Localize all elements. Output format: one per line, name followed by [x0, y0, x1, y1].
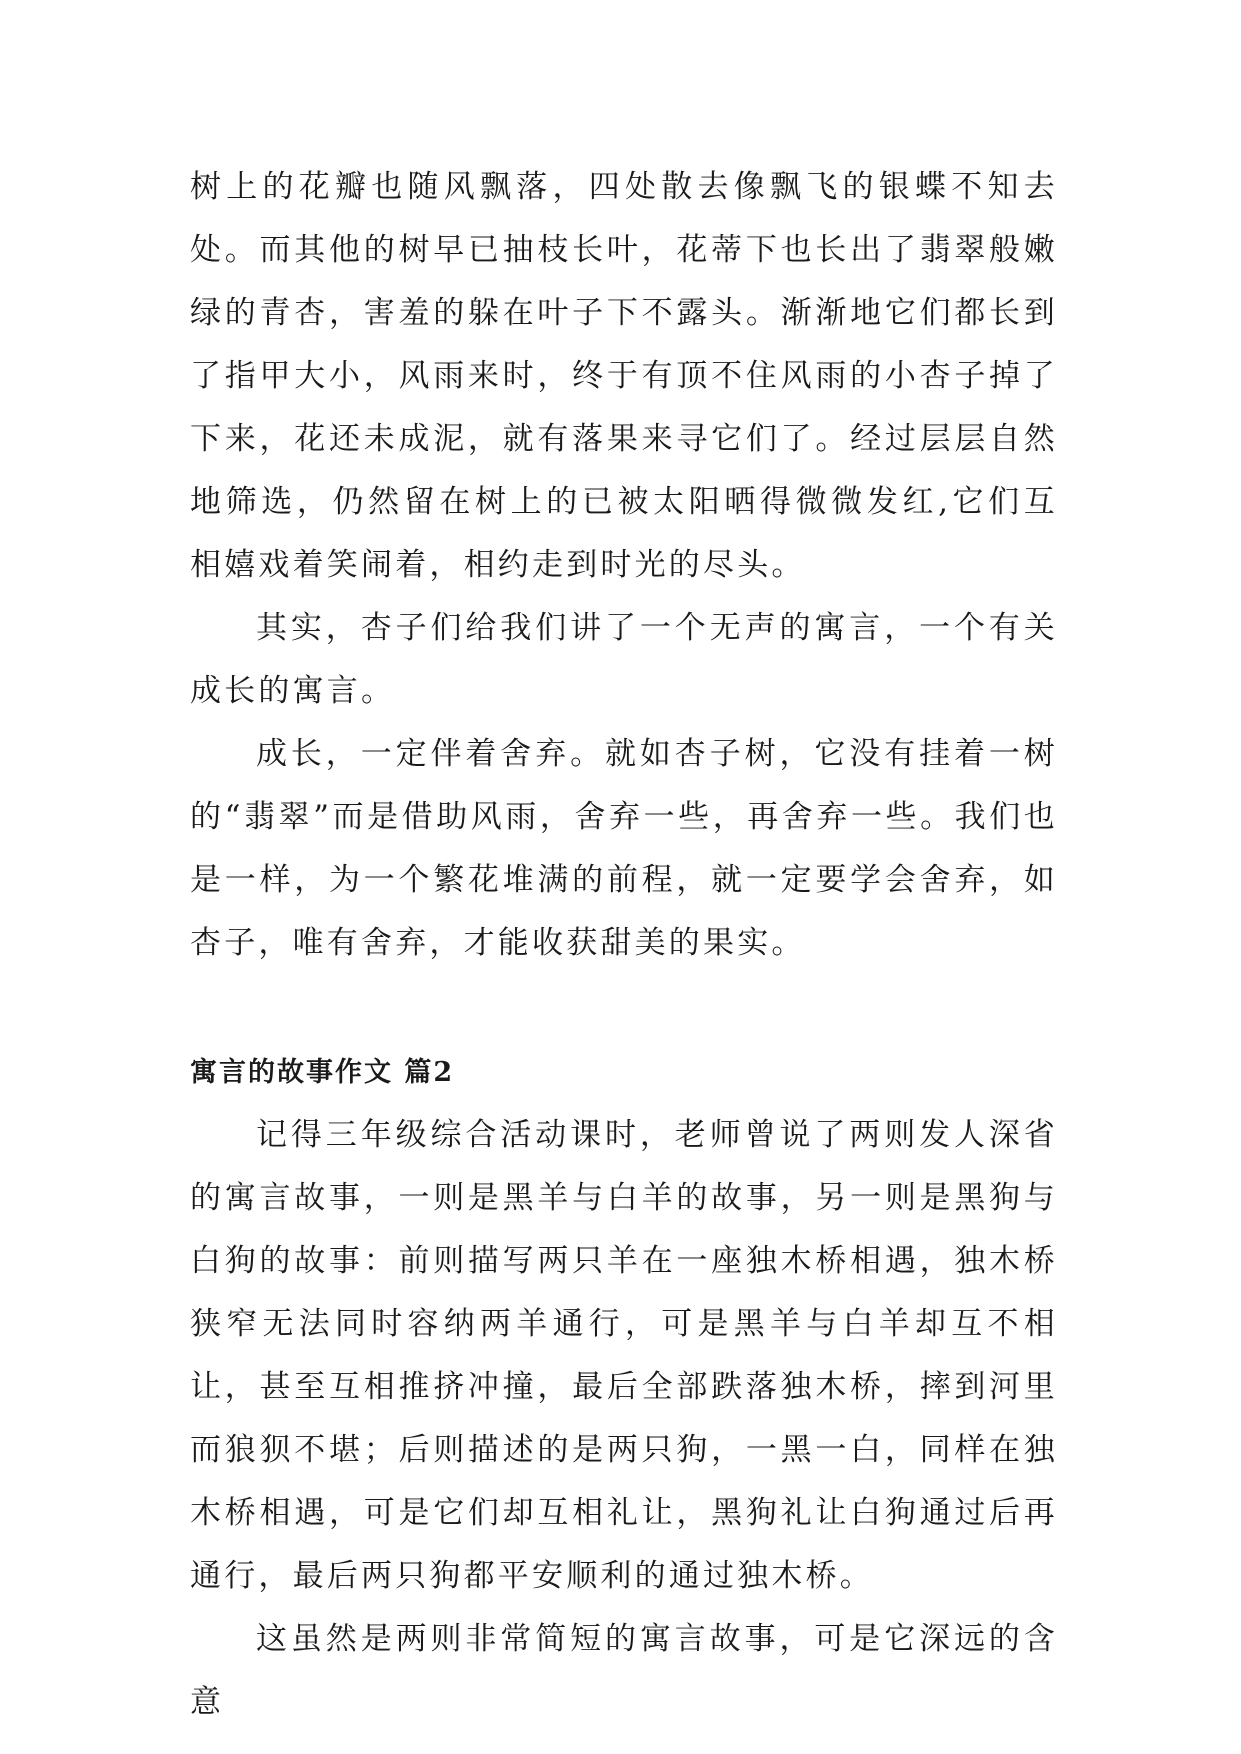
paragraph-fable-meaning: 这虽然是两则非常简短的寓言故事，可是它深远的含意 [190, 1621, 1058, 1720]
paragraph-two-fables: 记得三年级综合活动课时，老师曾说了两则发人深省的寓言故事，一则是黑羊与白羊的故事，另一则是黑狗与白狗的故事：前则描写两只羊在一座独木桥相遇，独木桥狭窄无法同时容纳两羊通行，可是黑羊与白羊却互不相让，甚至互相推挤冲撞，最后全部跌落独木桥，摔到河里而狼狈不堪；后则描述的是两只狗，一黑一白，同样在独木桥相遇，可是它们却互相礼让，黑狗礼让白狗通过后再通行，最后两只狗都平安顺利的通过独木桥。 [190, 1117, 1058, 1594]
paragraph-growth-and-letting-go: 成长，一定伴着舍弃。就如杏子树，它没有挂着一树的“翡翠”而是借助风雨，舍弃一些，再舍弃一些。我们也是一样，为一个繁花堆满的前程，就一定要学会舍弃，如杏子，唯有舍弃，才能收获甜美的果实。 [190, 736, 1058, 961]
paragraph-apricot-growth: 树上的花瓣也随风飘落，四处散去像飘飞的银蝶不知去处。而其他的树早已抽枝长叶，花蒂下也长出了翡翠般嫩绿的青杏，害羞的躲在叶子下不露头。渐渐地它们都长到了指甲大小，风雨来时，终于有顶不住风雨的小杏子掉了下来，花还未成泥，就有落果来寻它们了。经过层层自然地筛选，仍然留在树上的已被太阳晒得微微发红,它们互相嬉戏着笑闹着，相约走到时光的尽头。 [190, 169, 1058, 583]
paragraph-silent-fable: 其实，杏子们给我们讲了一个无声的寓言，一个有关成长的寓言。 [190, 610, 1058, 709]
section-title: 寓言的故事作文 篇2 [190, 1057, 455, 1088]
document-body [190, 156, 1058, 1734]
